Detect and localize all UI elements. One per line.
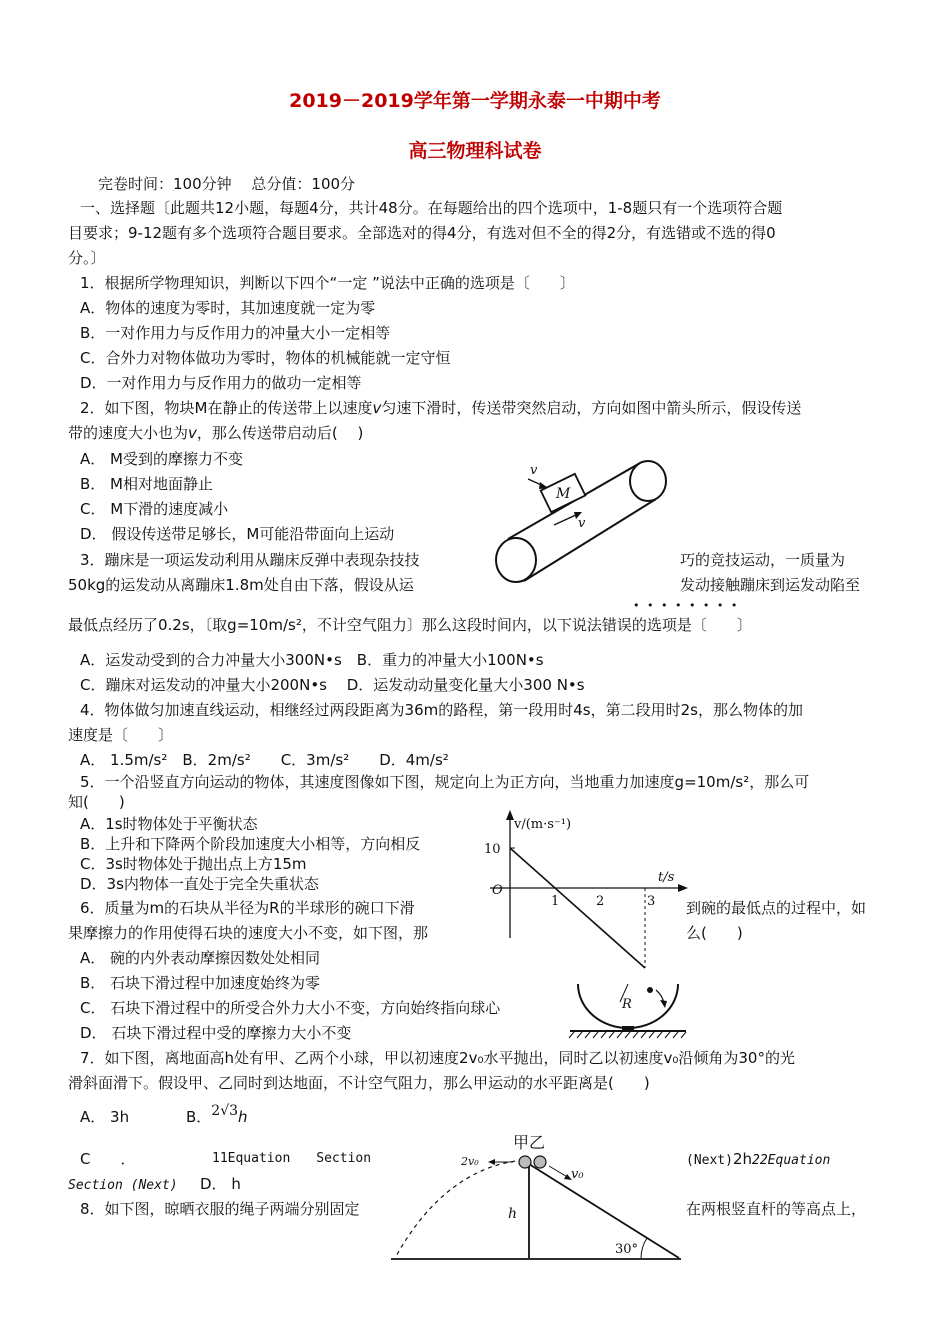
q7-option-c-equation: 11Equation Section — [212, 1151, 372, 1166]
origin-label: O — [492, 883, 503, 898]
q1-stem: 1．根据所学物理知识，判断以下四个“一定 ”说法中正确的选项是〔 〕 — [80, 274, 575, 292]
q3-line1-left: 3．蹦床是一项运发动利用从蹦床反弹中表现杂技技 — [80, 551, 420, 569]
q5-option-d: D．3s内物体一直处于完全失重状态 — [80, 875, 319, 893]
q5-option-b: B．上升和下降两个阶段加速度大小相等，方向相反 — [80, 835, 421, 853]
fig-v0: v₀ — [571, 1167, 584, 1182]
y-axis-label: v/(m·s⁻¹) — [514, 817, 572, 832]
q1-option-c: C．合外力对物体做功为零时，物体的机械能就一定守恒 — [80, 349, 451, 367]
q1-option-d: D．一对作用力与反作用力的做功一定相等 — [80, 374, 362, 392]
q6-line1-left: 6．质量为m的石块从半径为R的半球形的碗口下滑 — [80, 899, 415, 917]
q5-line2: 知( ) — [68, 793, 125, 811]
x-axis-arrow — [678, 884, 688, 892]
q7-option-c-right — [686, 1149, 830, 1171]
velocity-series-line — [510, 848, 645, 968]
q5-line1: 5．一个沿竖直方向运动的物体，其速度图像如下图，规定向上为正方向，当地重力加速度g=10m/s²，那么可 — [80, 773, 810, 791]
q7-option-d: D． h — [200, 1175, 241, 1193]
fig-angle-30: 30° — [615, 1242, 639, 1257]
q2-stem-line1 — [80, 398, 801, 418]
x-axis-label: t/s — [658, 870, 675, 885]
section1-line3: 分。〕 — [68, 249, 106, 267]
y-tick-label-10: 10 — [484, 842, 501, 857]
q2-option-c: C． M下滑的速度减小 — [80, 500, 229, 518]
q3-line1-right: 巧的竞技运动，一质量为 — [680, 551, 846, 569]
q3-line2-right: 发动接触蹦床到运发动陷至 — [680, 576, 861, 594]
q6-option-b: B． 石块下滑过程中加速度始终为零 — [80, 974, 321, 992]
q7-option-b — [186, 1103, 248, 1128]
q2-option-a: A． M受到的摩擦力不变 — [80, 450, 243, 468]
velocity-time-chart — [480, 808, 690, 983]
fig-v-belt: v — [578, 516, 586, 531]
fig-block-m: M — [556, 486, 571, 502]
x-tick-label-1: 1 — [551, 894, 560, 909]
q7-option-b-math: 2√3 — [211, 1103, 239, 1119]
fig-radius-r: R — [622, 997, 632, 1012]
q6-line2-left: 果摩擦力的作用使得石块的速度大小不变，如下图，那 — [68, 924, 429, 942]
q3-emphasis-dots: • • • • • • • • — [633, 599, 740, 612]
q8-line1-right: 在两根竖直杆的等高点上， — [686, 1200, 867, 1218]
section1-line1: 一、选择题〔此题共12小题，每题4分，共计48分。在每题给出的四个选项中，1-8题只有一个选项符合题 — [80, 199, 783, 217]
fig-v-top: v — [530, 463, 538, 478]
fig-jia-yi: 甲乙 — [513, 1133, 546, 1152]
q2-stem2b-text: ，那么传送带启动后( ) — [196, 424, 364, 442]
q7-line1: 7．如下图，离地面高h处有甲、乙两个小球，甲以初速度2v₀水平抛出，同时乙以初速度v₀沿倾角为30°的光 — [80, 1049, 795, 1067]
q4-line2: 速度是〔 〕 — [68, 726, 174, 744]
q6-line1-right: 到碗的最低点的过程中，如 — [686, 899, 867, 917]
q7-option-c-section: Section (Next) — [68, 1178, 178, 1193]
q4-line1: 4．物体做匀加速直线运动，相继经过两段距离为36m的路程，第一段用时4s，第二段用时2s，那么物体的加 — [80, 701, 803, 719]
q1-option-b: B．一对作用力与反作用力的冲量大小一定相等 — [80, 324, 391, 342]
x-tick-label-3: 3 — [647, 894, 656, 909]
section1-line2: 目要求；9-12题有多个选项符合题目要求。全部选对的得4分，有选对但不全的得2分，有选错或不选的得0 — [68, 224, 776, 242]
q5-option-a: A．1s时物体处于平衡状态 — [80, 815, 258, 833]
q7-option-a: A． 3h — [80, 1108, 130, 1126]
q7-option-b-label: B． — [186, 1108, 212, 1126]
q2-stem2a-text: 带的速度大小也为 — [68, 424, 189, 442]
q6-option-c: C． 石块下滑过程中的所受合外力大小不变，方向始终指向球心 — [80, 999, 501, 1017]
q3-options-cd: C．蹦床对运发动的冲量大小200N•s D．运发动动量变化量大小300 N•s — [80, 676, 585, 694]
q7-option-c-2h: 2h — [732, 1150, 753, 1168]
page-subtitle: 高三物理科试卷 — [408, 140, 542, 162]
q7-line-c2 — [68, 1174, 178, 1196]
q8-line1-left: 8．如下图，晾晒衣服的绳子两端分别固定 — [80, 1200, 360, 1218]
q7-option-c-eq2: 22Equation — [752, 1153, 831, 1168]
q7-option-c-next: (Next) — [686, 1153, 733, 1168]
q1-option-a: A．物体的速度为零时，其加速度就一定为零 — [80, 299, 376, 317]
exam-info: 完卷时间：100分钟 总分值：100分 — [98, 175, 356, 193]
q2-v-symbol: v — [372, 399, 382, 417]
page-title: 2019－2019学年第一学期永泰一中期中考 — [289, 90, 661, 112]
q2-stem-line2 — [68, 423, 363, 443]
q2-option-d: D． 假设传送带足够长，M可能沿带面向上运动 — [80, 525, 395, 543]
bowl-figure — [568, 982, 688, 1040]
q3-options-ab: A．运发动受到的合力冲量大小300N•s B．重力的冲量大小100N•s — [80, 651, 544, 669]
q3-line3: 最低点经历了0.2s，〔取g=10m/s²，不计空气阻力〕那么这段时间内，以下说法错误的选项是〔 〕 — [68, 616, 752, 634]
fig-2v0: 2v₀ — [461, 1155, 479, 1168]
q6-line2-right: 么( ) — [686, 924, 743, 942]
y-axis-arrow — [506, 810, 514, 820]
projectile-incline-figure — [385, 1130, 685, 1265]
q2-stem1-text: 2．如下图，物块M在静止的传送带上以速度 — [80, 399, 373, 417]
q4-options: A． 1.5m/s² B．2m/s² C．3m/s² D．4m/s² — [80, 751, 449, 769]
q6-option-d: D． 石块下滑过程中受的摩擦力大小不变 — [80, 1024, 352, 1042]
q6-option-a: A． 碗的内外表动摩擦因数处处相同 — [80, 949, 321, 967]
q2-v-symbol-2: v — [188, 424, 197, 442]
fig-height-h: h — [508, 1206, 518, 1222]
conveyor-belt-figure — [490, 455, 670, 590]
q2-stem1b-text: 匀速下滑时，传送带突然启动，方向如图中箭头所示，假设传送 — [381, 399, 802, 417]
q7-option-b-h: h — [238, 1108, 248, 1126]
q3-line2-left: 50kg的运发动从离蹦床1.8m处自由下落，假设从运 — [68, 576, 414, 594]
q7-line2: 滑斜面滑下。假设甲、乙同时到达地面，不计空气阻力，那么甲运动的水平距离是( ) — [68, 1074, 650, 1092]
q7-option-c-label: C ． — [80, 1150, 136, 1168]
q5-option-c: C．3s时物体处于抛出点上方15m — [80, 855, 307, 873]
q2-option-b: B． M相对地面静止 — [80, 475, 214, 493]
x-tick-label-2: 2 — [596, 894, 605, 909]
